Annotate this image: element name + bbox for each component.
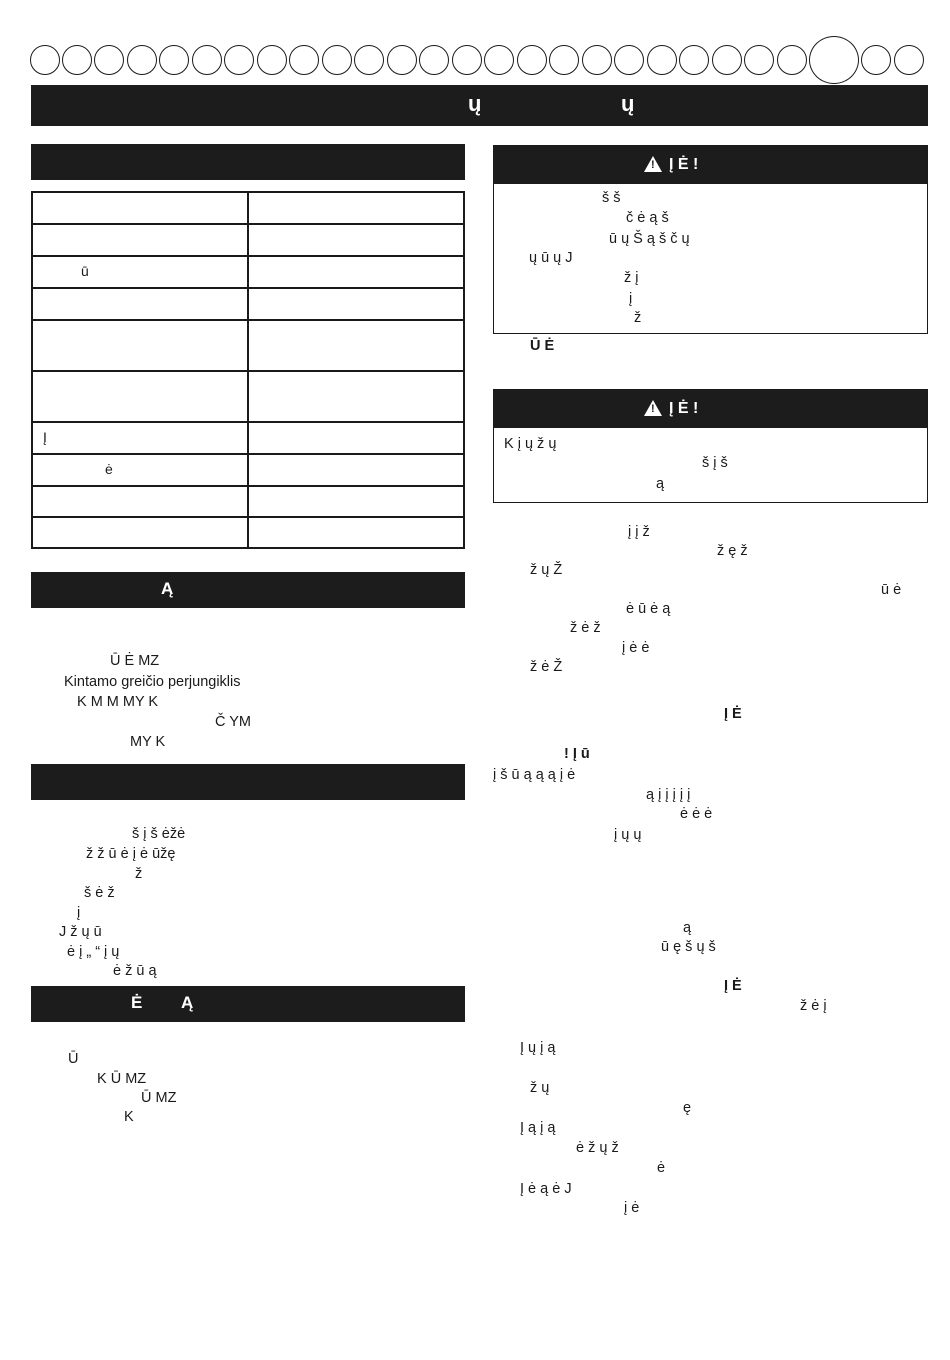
section-header-specs (31, 144, 465, 180)
warning-text: į (629, 291, 633, 307)
spec-cell (248, 288, 464, 320)
circle-marker (777, 45, 807, 75)
body-text: Į ė ą ė J (520, 1181, 572, 1197)
circle-marker (744, 45, 774, 75)
subheading: Į Ė (724, 978, 742, 994)
body-text: Ū MZ (141, 1090, 177, 1106)
body-text: Ū (68, 1051, 79, 1067)
circle-marker (354, 45, 384, 75)
spec-table (31, 191, 465, 549)
circle-marker (549, 45, 579, 75)
page-title-bar (31, 85, 928, 126)
circle-marker (712, 45, 742, 75)
spec-cell (248, 192, 464, 224)
circle-marker (582, 45, 612, 75)
spec-cell (32, 517, 248, 548)
warning-text: ą (656, 476, 665, 492)
body-text: ž ų (530, 1080, 550, 1096)
table-row (32, 486, 464, 517)
circle-marker (517, 45, 547, 75)
body-text: į (77, 905, 81, 921)
warning-text: š š (602, 190, 621, 206)
body-text: K M M MY K (77, 694, 159, 710)
warning-text: ž į (624, 270, 639, 286)
circle-marker (62, 45, 92, 75)
page-title-left: ų (468, 91, 482, 116)
circle-marker (484, 45, 514, 75)
body-text: ė ū ė ą (626, 601, 671, 617)
spec-cell: ū (32, 256, 248, 288)
table-row (32, 422, 464, 454)
spec-cell (32, 486, 248, 517)
warning-title: Į Ė ! (669, 400, 699, 417)
spec-cell (248, 486, 464, 517)
body-text: ą į į į į į (646, 787, 691, 803)
section-header-4 (31, 986, 465, 1022)
circle-marker (159, 45, 189, 75)
section-title: Ė (131, 993, 143, 1012)
body-text: ė (657, 1160, 666, 1176)
table-row (32, 517, 464, 548)
table-row (32, 454, 464, 486)
spec-cell: Į (32, 422, 248, 454)
spec-cell (248, 517, 464, 548)
spec-cell (32, 320, 248, 371)
warning-text: ų ū ų J (529, 250, 573, 266)
body-text: K (124, 1109, 134, 1125)
spec-cell (32, 371, 248, 422)
table-row (32, 320, 464, 371)
section-header-2 (31, 572, 465, 608)
table-row (32, 256, 464, 288)
warning-text: č ė ą š (626, 210, 669, 226)
warning-header (494, 390, 927, 428)
page-number-circles (30, 36, 928, 84)
circle-marker (127, 45, 157, 75)
section-title: Ą (181, 993, 194, 1012)
body-text: ę (683, 1100, 692, 1116)
body-text: ! Į ū (564, 746, 590, 762)
body-text: J ž ų ū (59, 924, 102, 940)
circle-marker (224, 45, 254, 75)
body-text: Č YM (215, 714, 251, 730)
warning-text: K į ų ž ų (504, 436, 557, 452)
body-text: į ė ė (622, 640, 650, 656)
body-text: K Ū MZ (97, 1071, 147, 1087)
body-text: š į š ėžė (132, 826, 186, 842)
table-row (32, 224, 464, 256)
circle-marker (257, 45, 287, 75)
circle-marker (30, 45, 60, 75)
circle-marker-current (809, 36, 859, 84)
section-title: Ą (161, 579, 174, 598)
warning-header (494, 146, 927, 184)
body-text: ė ž ū ą (113, 963, 157, 979)
spec-cell (248, 422, 464, 454)
body-text: ė į „ “ į ų (67, 944, 120, 960)
spec-cell (248, 256, 464, 288)
spec-cell (248, 454, 464, 486)
body-text: ž ė Ž (530, 659, 563, 675)
body-text: ž ž ū ė į ė ūžę (86, 846, 176, 862)
page-title-right: ų (621, 91, 635, 116)
warning-triangle-icon (644, 400, 662, 416)
spec-cell (32, 288, 248, 320)
circle-marker (322, 45, 352, 75)
spec-cell (32, 192, 248, 224)
warning-text: ū ų Š ą š č ų (609, 231, 690, 247)
body-text: ė ž ų ž (576, 1140, 619, 1156)
warning-text: ž (634, 310, 642, 326)
body-text: ž ė į (800, 998, 827, 1014)
circle-marker (861, 45, 891, 75)
circle-marker (679, 45, 709, 75)
circle-marker (452, 45, 482, 75)
warning-text: š į š (702, 455, 728, 471)
warning-triangle-icon (644, 156, 662, 172)
table-row (32, 288, 464, 320)
spec-cell (248, 224, 464, 256)
body-text: ū ė (881, 582, 902, 598)
spec-cell (248, 320, 464, 371)
circle-marker (419, 45, 449, 75)
warning-box-1 (493, 145, 928, 334)
body-text: į ų ų (614, 827, 642, 843)
table-row (32, 192, 464, 224)
circle-marker (289, 45, 319, 75)
section-header-3 (31, 764, 465, 800)
body-text: ą (683, 920, 692, 936)
body-text: MY K (130, 734, 166, 750)
body-text: Ū Ė MZ (110, 653, 160, 669)
body-text: ž ų Ž (530, 562, 563, 578)
circle-marker (894, 45, 924, 75)
circle-marker (94, 45, 124, 75)
circle-marker (614, 45, 644, 75)
circle-marker (192, 45, 222, 75)
body-text: į ė (624, 1200, 640, 1216)
body-text: Į ų į ą (520, 1040, 556, 1056)
spec-cell (32, 224, 248, 256)
spec-cell (248, 371, 464, 422)
spec-cell: ė (32, 454, 248, 486)
body-text: ž ė ž (570, 620, 601, 636)
body-text: Į ą į ą (520, 1120, 556, 1136)
table-row (32, 371, 464, 422)
warning-footnote: Ū Ė (530, 338, 555, 354)
body-text: į į ž (628, 524, 650, 540)
circle-marker (387, 45, 417, 75)
circle-marker (647, 45, 677, 75)
warning-box-2 (493, 389, 928, 503)
subheading: Į Ė (724, 706, 742, 722)
body-text: ž (135, 866, 143, 882)
body-text: ū ę š ų š (661, 939, 716, 955)
body-text: ž ę ž (717, 543, 748, 559)
body-text: į š ū ą ą ą į ė (493, 767, 576, 783)
body-text: ė ė ė (680, 806, 713, 822)
body-text: Kintamo greičio perjungiklis (64, 674, 241, 690)
body-text: š ė ž (84, 885, 115, 901)
warning-title: Į Ė ! (669, 156, 699, 173)
